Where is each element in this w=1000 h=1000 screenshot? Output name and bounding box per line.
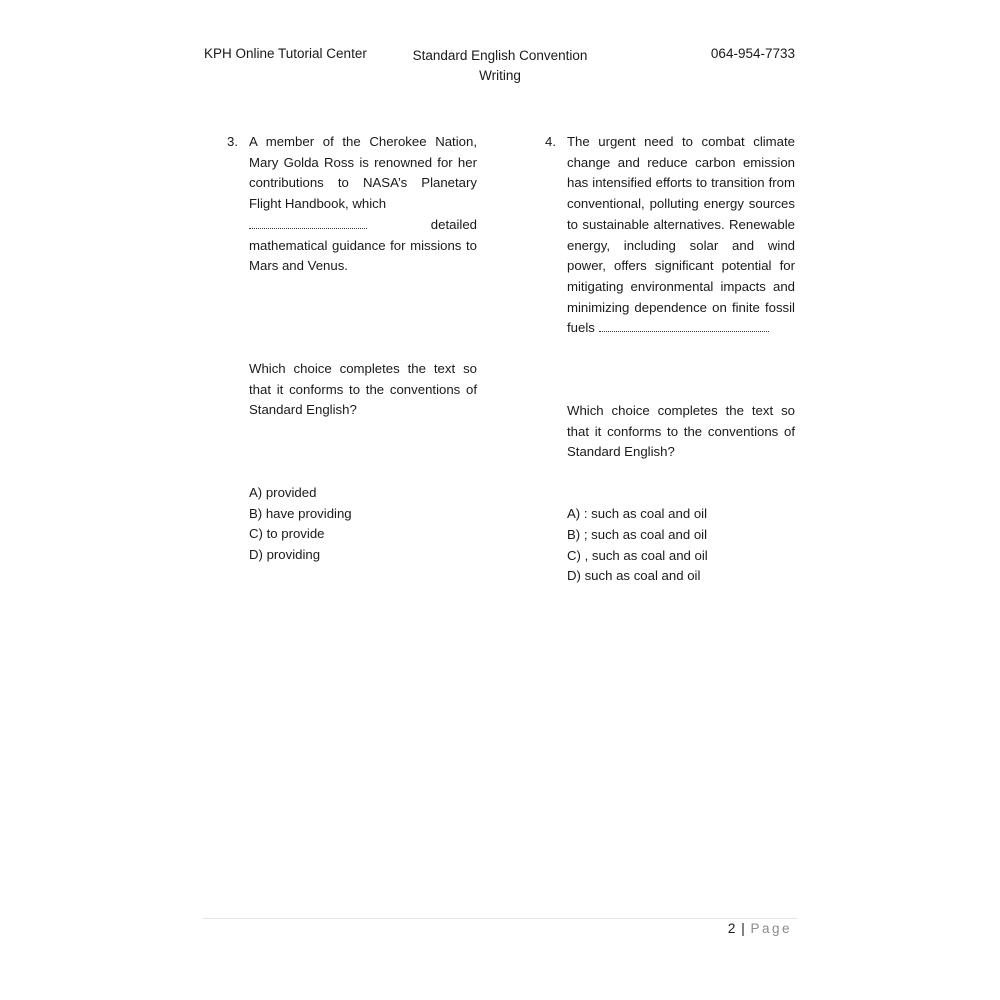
choice-b[interactable]: B) ; such as coal and oil	[567, 526, 708, 542]
page-number-value: 2	[727, 921, 737, 936]
page-word: Page	[750, 921, 792, 936]
question-passage	[249, 132, 477, 277]
question-3	[227, 132, 477, 566]
page-number	[728, 921, 792, 936]
passage-text-before-blank: A member of the Cherokee Nation, Mary Golda Ross is renowned for her contributions to NASA’s Planetary Flight Handbook, which	[249, 134, 477, 212]
question-passage	[567, 132, 795, 339]
choice-d[interactable]: D) providing	[249, 547, 321, 563]
header-subject-line1: Standard English Convention	[412, 48, 588, 63]
page-number-separator: |	[741, 921, 746, 936]
question-number: 4.	[545, 134, 556, 149]
choice-b[interactable]: B) have providing	[249, 505, 352, 521]
passage-text-after-blank: mathematical guidance for missions to Mars and Venus.	[249, 237, 477, 274]
header-subject	[395, 46, 605, 86]
answer-blank	[249, 217, 367, 229]
header-subject-line2: Writing	[479, 68, 521, 83]
choice-c[interactable]: C) to provide	[249, 526, 325, 542]
answer-choices	[567, 504, 795, 587]
question-prompt: Which choice completes the text so that it conforms to the conventions of Standard English?	[249, 360, 477, 418]
header-phone: 064-954-7733	[710, 46, 795, 61]
answer-blank	[599, 320, 769, 332]
choice-a[interactable]: A) provided	[249, 485, 317, 501]
footer-divider	[203, 918, 797, 919]
choice-c[interactable]: C) , such as coal and oil	[567, 547, 708, 563]
passage-text-after-blank-start: detailed	[430, 216, 477, 232]
blank-line-row	[249, 215, 477, 236]
choice-d[interactable]: D) such as coal and oil	[567, 568, 701, 584]
question-number: 3.	[227, 134, 238, 149]
header-center-name: KPH Online Tutorial Center	[204, 46, 367, 61]
question-4	[545, 132, 795, 587]
question-prompt: Which choice completes the text so that it conforms to the conventions of Standard English?	[567, 403, 795, 460]
answer-choices	[249, 483, 477, 566]
passage-text-before-blank: The urgent need to combat climate change and reduce carbon emission has intensified efforts to transition from conventional, polluting energy sources to sustainable alternatives. Renewable energy, including solar and wind power, offers significant potential for mitigating environmental impacts and minimizing dependence on finite fossil fuels	[567, 134, 795, 336]
choice-a[interactable]: A) : such as coal and oil	[567, 506, 708, 522]
